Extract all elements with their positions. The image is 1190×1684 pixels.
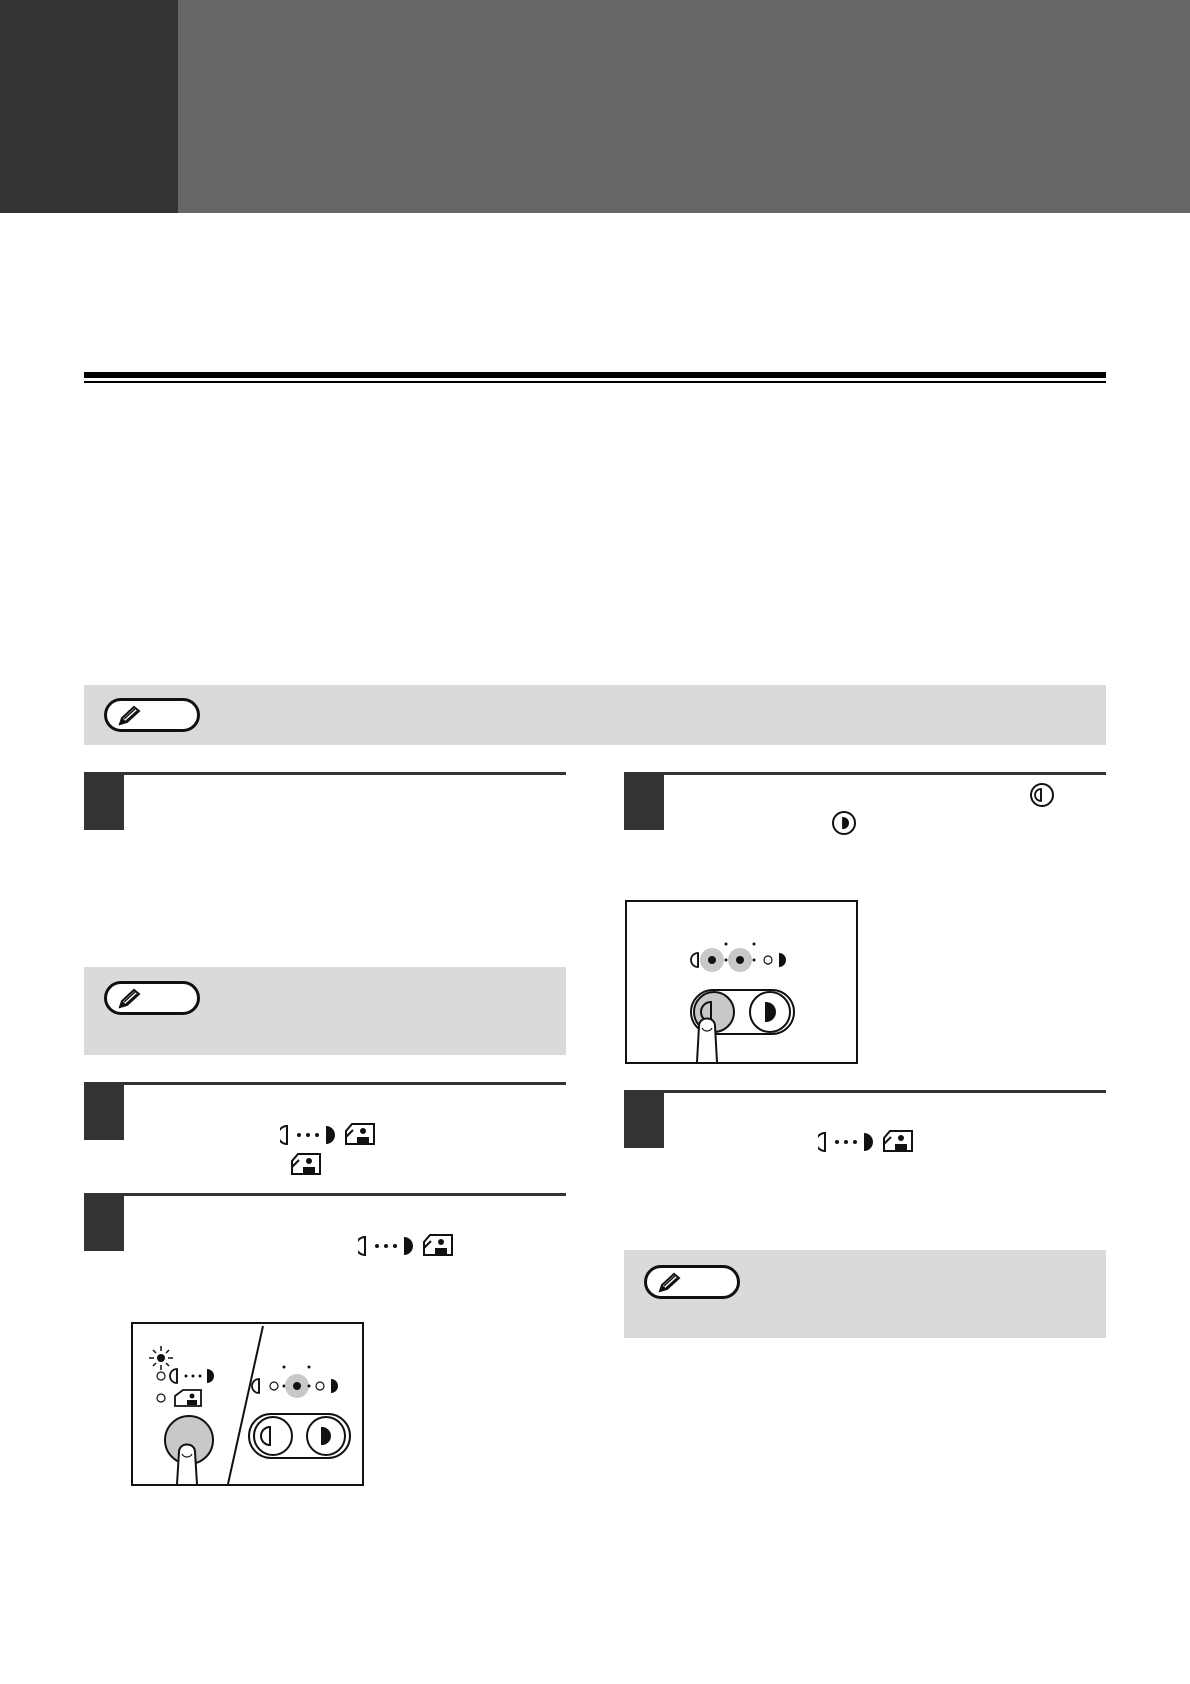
- top-note-box: [84, 685, 1106, 745]
- step-rule-4: [624, 772, 1106, 775]
- right-note-box: [624, 1250, 1106, 1338]
- step-rule-2: [84, 1082, 566, 1085]
- note-badge: [104, 698, 200, 732]
- lighter-darker-panel-figure: [625, 900, 858, 1064]
- step-rule-3: [84, 1193, 566, 1196]
- pencil-icon: [117, 988, 143, 1010]
- note-badge: [644, 1265, 740, 1299]
- exposure-range-icon: [280, 1124, 336, 1146]
- step-marker-5: [624, 1092, 664, 1148]
- blinking-indicator-icon: [149, 1346, 173, 1370]
- step-marker-4: [624, 774, 664, 830]
- section-title-rule: [84, 372, 1106, 378]
- step-marker-3: [84, 1195, 124, 1251]
- lighter-button-icon: [1029, 782, 1055, 808]
- step-rule-5: [624, 1090, 1106, 1093]
- photo-mode-icon: [882, 1129, 914, 1153]
- step-marker-1: [84, 774, 124, 830]
- section-title-rule-thin: [84, 381, 1106, 383]
- photo-mode-icon: [344, 1122, 376, 1146]
- pencil-icon: [657, 1272, 683, 1294]
- step-marker-2: [84, 1084, 124, 1140]
- step1-note-box: [84, 967, 566, 1055]
- chapter-tab-block: [0, 0, 178, 213]
- photo-mode-icon: [290, 1152, 322, 1176]
- chapter-header-band: [178, 0, 1190, 213]
- exposure-range-icon: [818, 1131, 874, 1153]
- pencil-icon: [117, 705, 143, 727]
- photo-mode-icon: [422, 1233, 454, 1257]
- darker-button-icon: [831, 810, 857, 836]
- exposure-range-icon: [358, 1235, 414, 1257]
- lighter-darker-panel-illustration: [627, 902, 856, 1062]
- step-rule-1: [84, 772, 566, 775]
- exposure-mode-panel-figure: [131, 1322, 364, 1486]
- note-badge: [104, 981, 200, 1015]
- exposure-mode-panel-illustration: [133, 1324, 362, 1484]
